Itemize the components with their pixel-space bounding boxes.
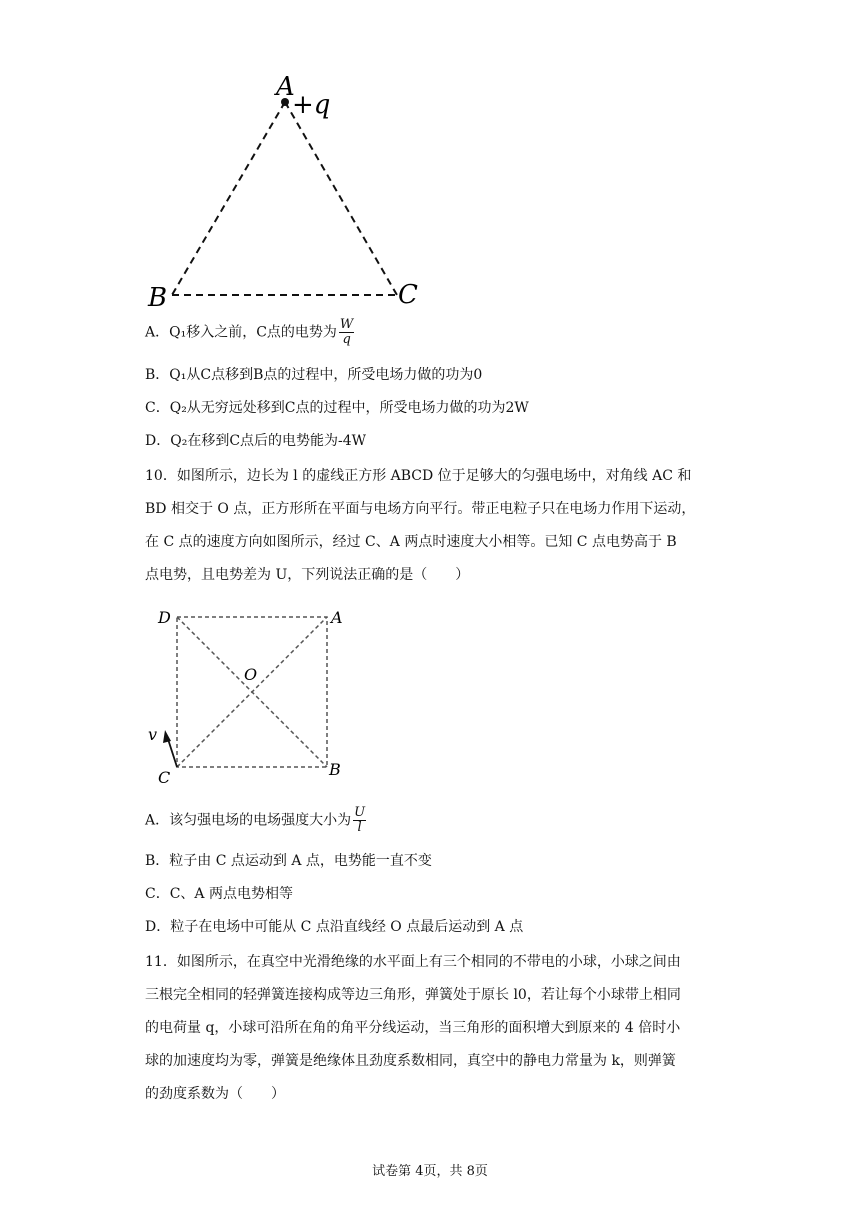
q11-stem: [145, 946, 725, 1111]
side-ab: [172, 102, 285, 295]
label-d: D: [158, 608, 171, 627]
fraction-denominator: l: [357, 820, 362, 835]
q10-option-a: [145, 806, 366, 835]
fraction-denominator: q: [342, 332, 351, 347]
page-footer: 试卷第 4页，共 8页: [372, 1164, 488, 1179]
q11-line-4: 球的加速度均为零，弹簧是绝缘体且劲度系数相同，真空中的静电力常量为 k，则弹簧: [145, 1053, 676, 1069]
q10-option-c: C．C、A 两点电势相等: [145, 886, 293, 902]
label-b: B: [148, 283, 168, 313]
q10-line-1: 10．如图所示，边长为 l 的虚线正方形 ABCD 位于足够大的匀强电场中，对角线 AC 和: [145, 468, 692, 484]
q10-option-d: D．粒子在电场中可能从 C 点沿直线经 O 点最后运动到 A 点: [145, 919, 524, 935]
q9-option-d: D．Q₂在移到C点后的电势能为-4W: [145, 433, 367, 449]
q10-line-4: 点电势，且电势差为 U，下列说法正确的是（ ）: [145, 567, 470, 583]
q9-option-a: [145, 318, 354, 347]
fraction-numerator: W: [339, 317, 354, 332]
q10-line-3: 在 C 点的速度方向如图所示，经过 C、A 两点时速度大小相等。已知 C 点电势高于 B: [145, 534, 677, 550]
q10-line-2: BD 相交于 O 点，正方形所在平面与电场方向平行。带正电粒子只在电场力作用下运动，: [145, 501, 696, 517]
q9-option-b: B．Q₁从C点移到B点的过程中，所受电场力做的功为0: [145, 367, 483, 383]
label-b: B: [329, 760, 341, 779]
q11-line-2: 三根完全相同的轻弹簧连接构成等边三角形，弹簧处于原长 l0，若让每个小球带上相同: [145, 987, 681, 1003]
label-o: O: [244, 665, 258, 684]
label-c: C: [158, 768, 171, 787]
fraction-w-over-q: [339, 318, 354, 347]
side-ac: [285, 102, 397, 295]
triangle-figure: [140, 70, 440, 315]
q11-line-1: 11．如图所示，在真空中光滑绝缘的水平面上有三个相同的不带电的小球，小球之间由: [145, 954, 681, 970]
label-c: C: [398, 280, 418, 310]
q11-line-3: 的电荷量 q，小球可沿所在角的角平分线运动，当三角形的面积增大到原来的 4 倍时小: [145, 1020, 681, 1036]
fraction-numerator: U: [354, 805, 366, 820]
label-charge: +q: [292, 90, 331, 120]
label-v: v: [148, 725, 158, 744]
q9-option-a-text: A．Q₁移入之前，C点的电势为: [145, 324, 337, 341]
q10-option-a-text: A．该匀强电场的电场强度大小为: [145, 812, 352, 829]
q9-option-c: C．Q₂从无穷远处移到C点的过程中，所受电场力做的功为2W: [145, 400, 529, 416]
label-a: A: [331, 608, 343, 627]
q11-line-5: 的劲度系数为（ ）: [145, 1086, 285, 1102]
label-a: A: [276, 72, 295, 102]
q10-stem: [145, 460, 725, 592]
square-figure: [140, 600, 360, 790]
q10-option-b: B．粒子由 C 点运动到 A 点，电势能一直不变: [145, 853, 432, 869]
fraction-u-over-l: [353, 806, 366, 835]
velocity-arrowhead: [163, 730, 171, 743]
